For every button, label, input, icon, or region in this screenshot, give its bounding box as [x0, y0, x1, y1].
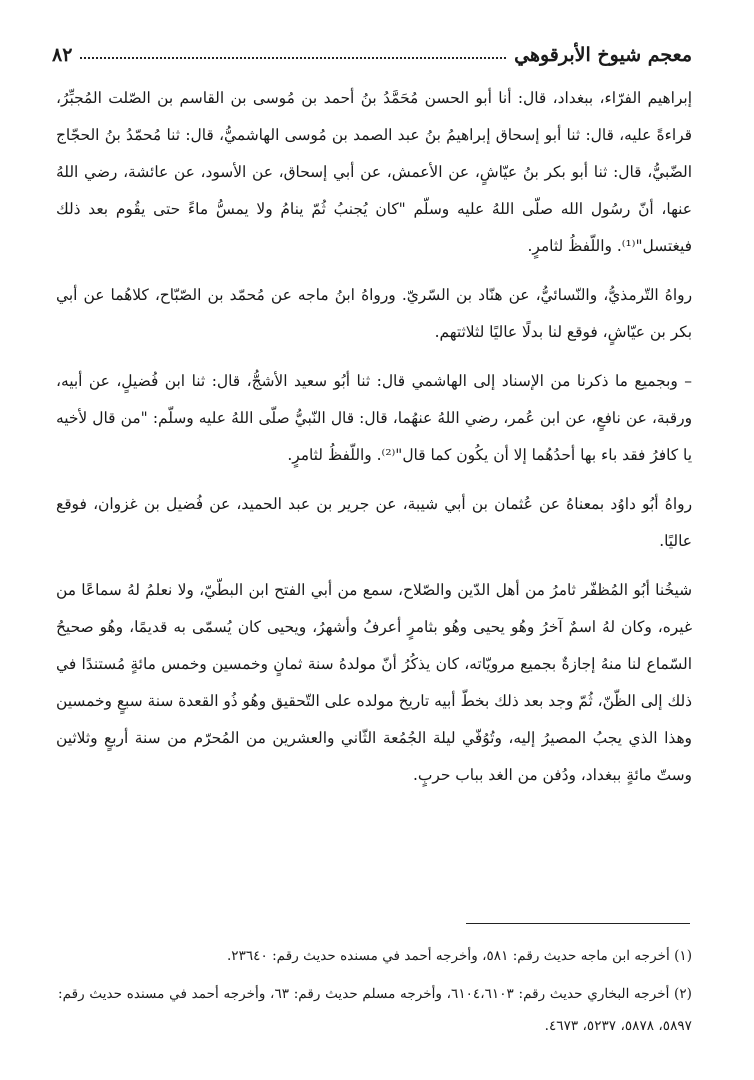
running-title: معجم شيوخ الأبرقوهي	[514, 44, 692, 66]
paragraph-biography: شيخُنا أبُو المُظفّر ثامرُ من أهل الدّين والصّلاح، سمع من أبي الفتح ابن البطّيّ، ولا نعلمُ لهُ سماعًا من غيره، وكان لهُ اسمٌ آخرُ وهُو يحيى وهُو بثامرٍ أعرفُ وأشهرُ، ويحيى كان يُسمّى به قديمًا، وهُو صحيحُ السّماع لنا منهُ إجازةٌ بجميع مرويّاته، كان يذكُرُ أنّ مولدهُ سنة ثمانٍ وخمسين وخمس مائةٍ مُستندًا في ذلك إلى الظّنّ، ثُمّ وجد بعد ذلك بخطّ أبيه تاريخ مولده على التّحقيق وهُو ذُو القعدة سنة سبعٍ وخمسين وهذا الذي يجبُ المصيرُ إليه، وتُوُفّي ليلة الجُمُعة الثّاني والعشرين من المُحرّم من سنة أربعٍ وثلاثين وستّ مائةٍ ببغداد، ودُفن من الغد بباب حربٍ.	[56, 581, 692, 784]
footnote-separator	[466, 923, 690, 924]
paragraph-hadith-1: إبراهيم الفرّاء، ببغداد، قال: أنا أبو الحسن مُحَمَّدُ بنُ أحمد بن مُوسى بن القاسم بن الصّلت المُجبِّرُ، قراءةً عليه، قال: ثنا أبو إسحاق إبراهيمُ بنُ عبد الصمد بن مُوسى الهاشميُّ، قال: ثنا مُحمّدُ بنُ الحجّاج الضّبيُّ، قال: ثنا أبو بكر بنُ عيّاشٍ، عن الأعمش، عن أبي إسحاق، عن الأسود، عن عائشة، رضي اللهُ عنها، أنّ رسُول الله صلّى اللهُ عليه وسلّم "كان يُجنبُ ثُمّ ينامُ ولا يمسُّ ماءً حتى يقُوم بعد ذلك فيغتسل"⁽¹⁾. واللّفظُ لثامرٍ.	[56, 89, 692, 255]
page-number: ٨٢	[52, 44, 73, 66]
paragraph-takhrij-1: رواهُ التّرمذيُّ، والنّسائيُّ، عن هنّاد بن السّريّ. ورواهُ ابنُ ماجه عن مُحمّد بن الصّبّاح، كلاهُما عن أبي بكر بن عيّاشٍ، فوقع لنا بدلًا عاليًا لثلاثتهم.	[56, 286, 692, 341]
paragraph-hadith-2: – وبجميع ما ذكرنا من الإسناد إلى الهاشمي قال: ثنا أبُو سعيد الأشجُّ، قال: ثنا ابن فُضيلٍ، عن أبيه، ورقبة، عن نافعٍ، عن ابن عُمر، رضي اللهُ عنهُما، قال: قال النّبيُّ صلّى اللهُ عليه وسلّم: "من قال لأخيه يا كافرُ فقد باء بها أحدُهُما إلا أن يكُون كما قال"⁽²⁾. واللّفظُ لثامرٍ.	[56, 372, 692, 464]
footnote-1: (١) أخرجه ابن ماجه حديث رقم: ٥٨١، وأخرجه أحمد في مسنده حديث رقم: ٢٣٦٤٠.	[226, 948, 692, 964]
main-text	[56, 80, 692, 806]
paragraph-takhrij-2: رواهُ أبُو داوُد بمعناهُ عن عُثمان بن أبي شيبة، عن جرير بن عبد الحميد، عن فُضيل بن غزوان، فوقع عاليًا.	[56, 495, 692, 550]
header-dotted-leader	[80, 57, 506, 59]
footnote-2: (٢) أخرجه البخاري حديث رقم: ٦١٠٤،٦١٠٣، وأخرجه مسلم حديث رقم: ٦٣، وأخرجه أحمد في مسنده حديث رقم: ٥٨٩٧، ٥٨٧٨، ٥٢٣٧، ٤٦٧٣.	[58, 986, 692, 1034]
footnotes	[58, 940, 692, 1048]
page-header	[52, 26, 692, 66]
